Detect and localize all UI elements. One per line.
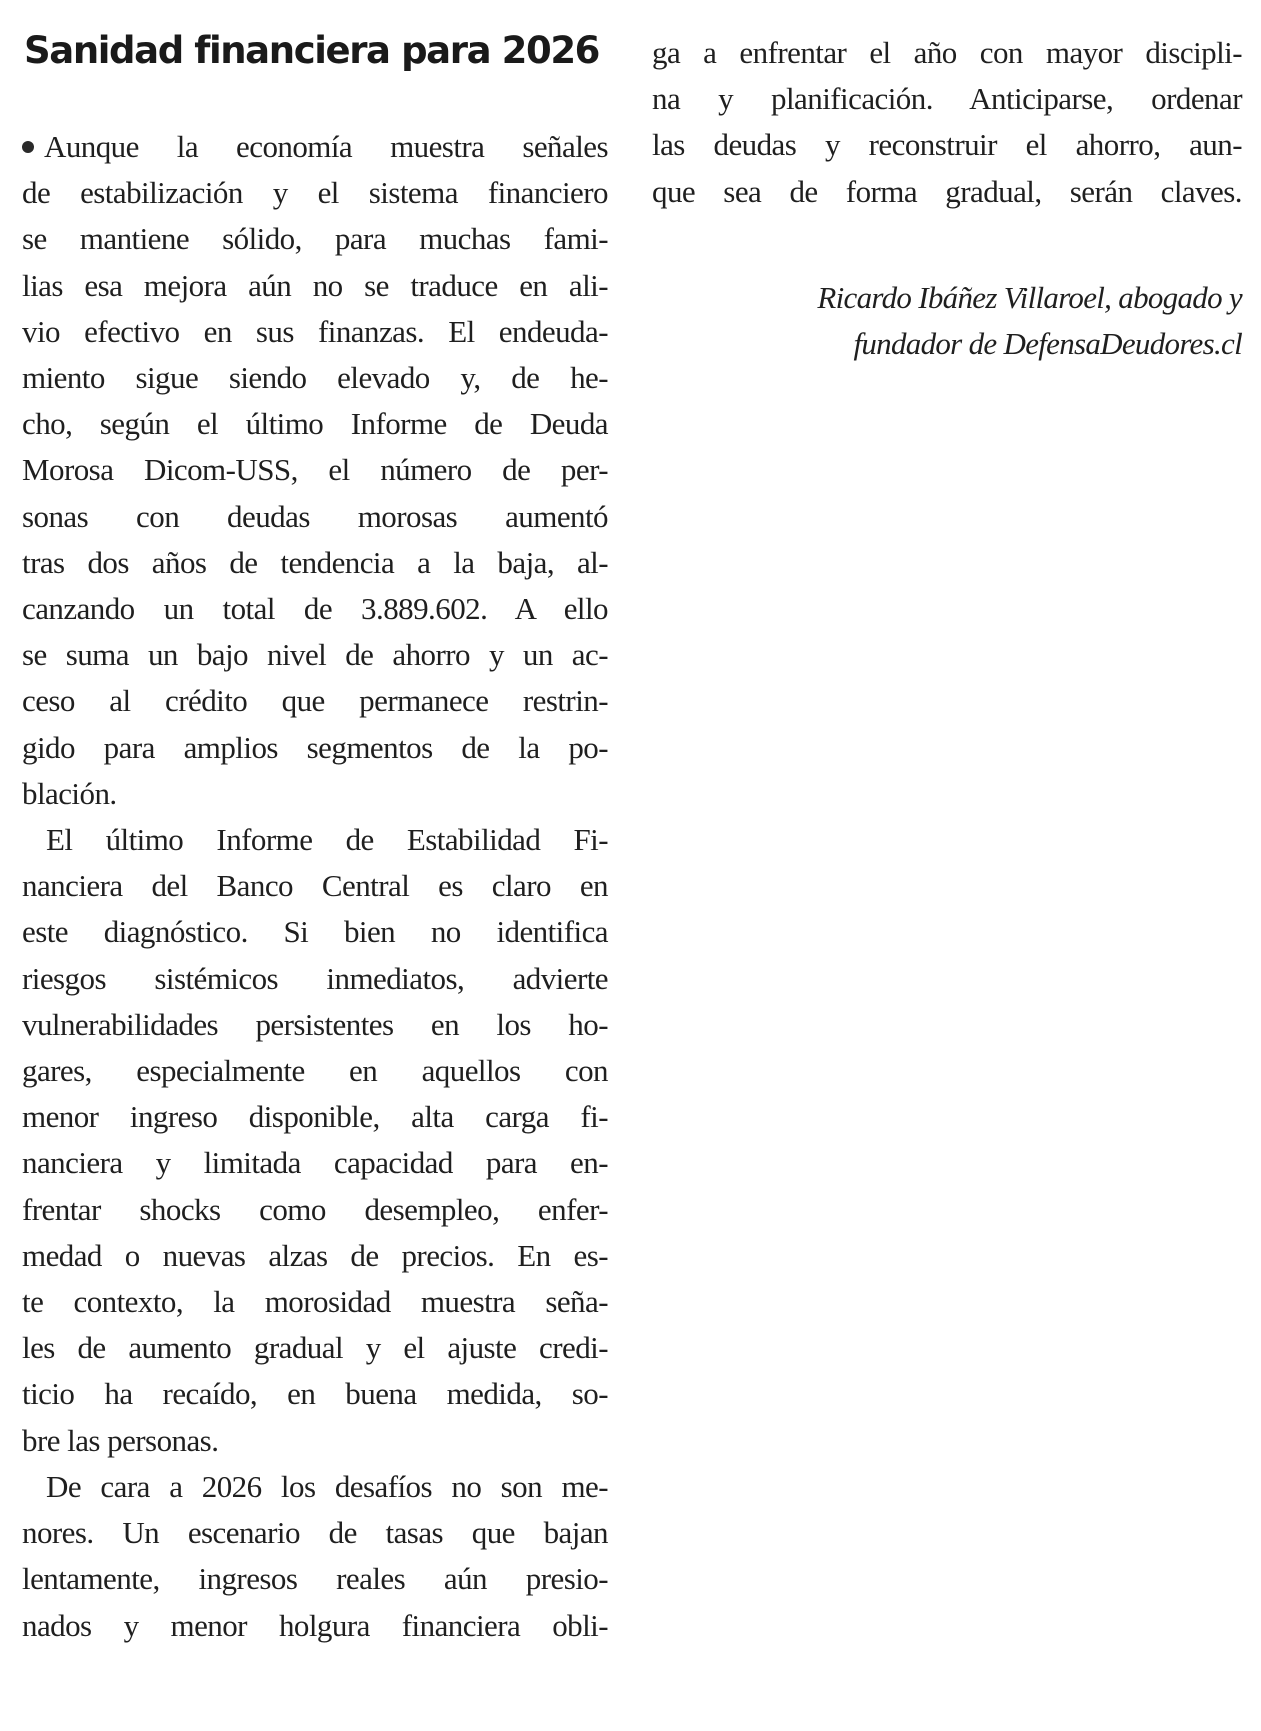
body-line: El último Informe de Estabilidad Fi- bbox=[46, 822, 608, 858]
body-line: canzando un total de 3.889.602. A ello bbox=[22, 591, 608, 627]
body-line: gido para amplios segmentos de la po- bbox=[22, 729, 608, 765]
body-line: ceso al crédito que permanece restrin- bbox=[22, 683, 608, 719]
body-line: de estabilización y el sistema financiero bbox=[22, 175, 608, 211]
body-line: las deudas y reconstruir el ahorro, aun- bbox=[652, 127, 1242, 163]
body-line: cho, según el último Informe de Deuda bbox=[22, 406, 608, 442]
left-column bbox=[22, 124, 608, 1649]
body-line: les de aumento gradual y el ajuste credi- bbox=[22, 1330, 608, 1366]
body-line: medad o nuevas alzas de precios. En es- bbox=[22, 1237, 608, 1273]
body-line: tras dos años de tendencia a la baja, al- bbox=[22, 544, 608, 580]
signature-line-affiliation: fundador de DefensaDeudores.cl bbox=[853, 326, 1242, 362]
body-line: blación. bbox=[22, 775, 117, 811]
body-line: nados y menor holgura financiera obli- bbox=[22, 1607, 608, 1643]
article-headline: Sanidad financiera para 2026 bbox=[24, 29, 600, 72]
author-signature bbox=[652, 275, 1242, 367]
body-line: menor ingreso disponible, alta carga fi- bbox=[22, 1099, 608, 1135]
body-line: De cara a 2026 los desafíos no son me- bbox=[46, 1468, 608, 1504]
body-line: vulnerabilidades persistentes en los ho- bbox=[22, 1006, 608, 1042]
body-line: gares, especialmente en aquellos con bbox=[22, 1053, 608, 1089]
body-line: riesgos sistémicos inmediatos, advierte bbox=[22, 960, 608, 996]
body-line: lentamente, ingresos reales aún presio- bbox=[22, 1561, 608, 1597]
body-line: se mantiene sólido, para muchas fami- bbox=[22, 221, 608, 257]
body-line: nanciera y limitada capacidad para en- bbox=[22, 1145, 608, 1181]
body-line: lias esa mejora aún no se traduce en ali- bbox=[22, 267, 608, 303]
body-line: nores. Un escenario de tasas que bajan bbox=[22, 1515, 608, 1551]
body-line: na y planificación. Anticiparse, ordenar bbox=[652, 81, 1242, 117]
body-line: sonas con deudas morosas aumentó bbox=[22, 498, 608, 534]
body-line: nanciera del Banco Central es claro en bbox=[22, 868, 608, 904]
right-column bbox=[652, 30, 1242, 215]
signature-line-name: Ricardo Ibáñez Villaroel, abogado y bbox=[817, 280, 1242, 315]
body-line: frentar shocks como desempleo, enfer- bbox=[22, 1191, 608, 1227]
body-line: miento sigue siendo elevado y, de he- bbox=[22, 360, 608, 396]
body-line: ticio ha recaído, en buena medida, so- bbox=[22, 1376, 608, 1412]
body-line: se suma un bajo nivel de ahorro y un ac- bbox=[22, 637, 608, 673]
body-line: este diagnóstico. Si bien no identifica bbox=[22, 914, 608, 950]
body-line: Morosa Dicom-USS, el número de per- bbox=[22, 452, 608, 488]
bullet-icon bbox=[22, 141, 34, 153]
body-line: te contexto, la morosidad muestra seña- bbox=[22, 1284, 608, 1320]
body-line: que sea de forma gradual, serán claves. bbox=[652, 173, 1242, 209]
body-line: Aunque la economía muestra señales bbox=[22, 124, 608, 170]
body-line: bre las personas. bbox=[22, 1422, 219, 1458]
body-line: ga a enfrentar el año con mayor discipli- bbox=[652, 35, 1242, 70]
body-line: vio efectivo en sus finanzas. El endeuda- bbox=[22, 313, 608, 349]
